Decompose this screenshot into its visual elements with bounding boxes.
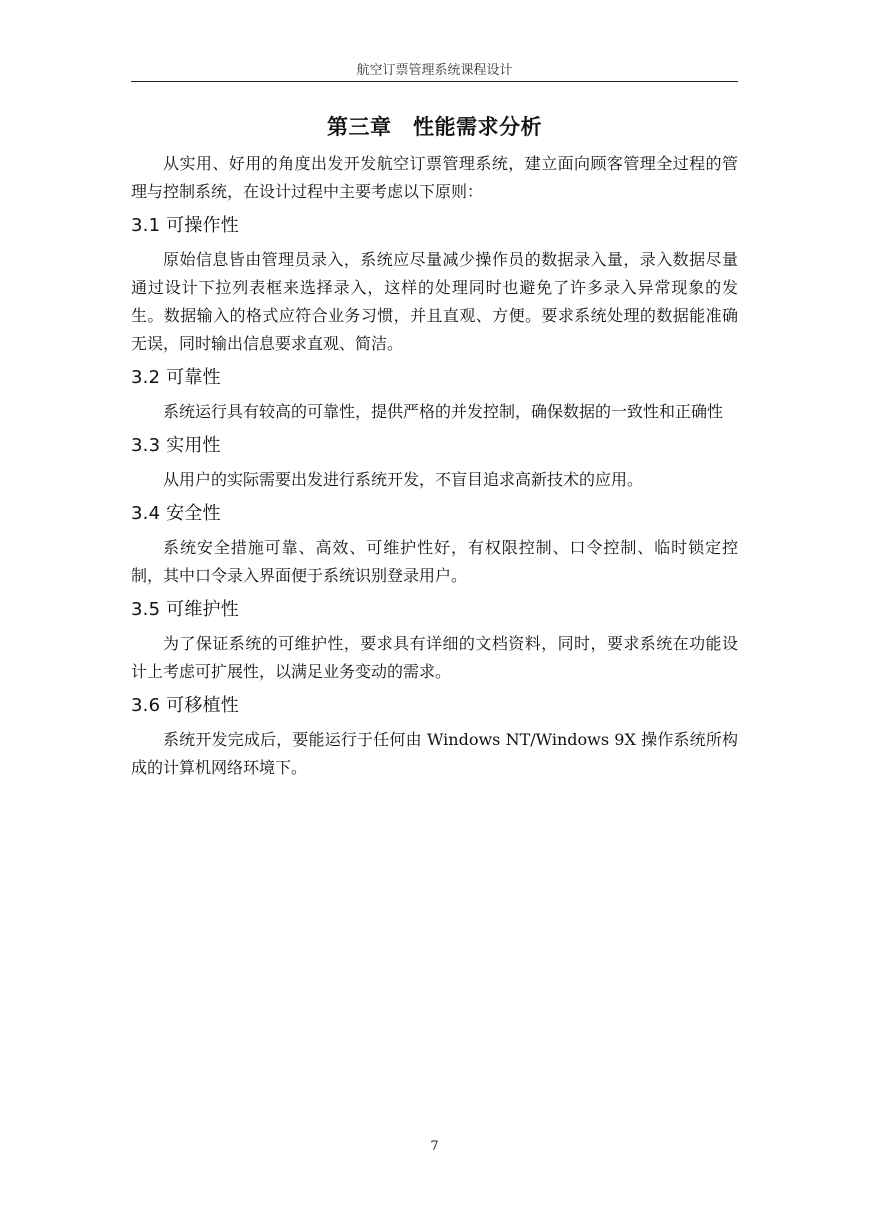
section-operability	[131, 206, 738, 358]
page-number: 7	[430, 1139, 439, 1154]
section-heading: 3.4 安全性	[131, 503, 221, 524]
section-paragraph: 系统安全措施可靠、高效、可维护性好，有权限控制、口令控制、临时锁定控制，其中口令录入界面便于系统识别登录用户。	[131, 538, 738, 585]
section-security	[131, 494, 738, 590]
document-content	[131, 112, 738, 782]
section-heading: 3.1 可操作性	[131, 215, 239, 236]
running-header-title: 航空订票管理系统课程设计	[356, 63, 513, 78]
section-heading: 3.5 可维护性	[131, 599, 239, 620]
section-paragraph: 原始信息皆由管理员录入，系统应尽量减少操作员的数据录入量，录入数据尽量通过设计下拉列表框来选择录入，这样的处理同时也避免了许多录入异常现象的发生。数据输入的格式应符合业务习惯，并且直观、方便。要求系统处理的数据能准确无误，同时输出信息要求直观、简洁。	[131, 250, 738, 353]
section-paragraph: 从用户的实际需要出发进行系统开发，不盲目追求高新技术的应用。	[163, 470, 644, 489]
section-practicality	[131, 426, 738, 494]
section-paragraph: 系统运行具有较高的可靠性，提供严格的并发控制，确保数据的一致性和正确性	[163, 402, 724, 421]
chapter-title: 第三章 性能需求分析	[327, 115, 542, 139]
section-heading: 3.6 可移植性	[131, 695, 239, 716]
page-header	[131, 0, 738, 82]
section-heading: 3.2 可靠性	[131, 367, 221, 388]
section-paragraph: 系统开发完成后，要能运行于任何由 Windows NT/Windows 9X 操作系统所构成的计算机网络环境下。	[131, 730, 738, 777]
chapter-intro: 从实用、好用的角度出发开发航空订票管理系统，建立面向顾客管理全过程的管理与控制系统，在设计过程中主要考虑以下原则：	[131, 154, 738, 201]
section-portability	[131, 686, 738, 782]
section-reliability	[131, 358, 738, 426]
section-maintainability	[131, 590, 738, 686]
section-paragraph: 为了保证系统的可维护性，要求具有详细的文档资料，同时，要求系统在功能设计上考虑可扩展性，以满足业务变动的需求。	[131, 634, 738, 681]
section-heading: 3.3 实用性	[131, 435, 221, 456]
